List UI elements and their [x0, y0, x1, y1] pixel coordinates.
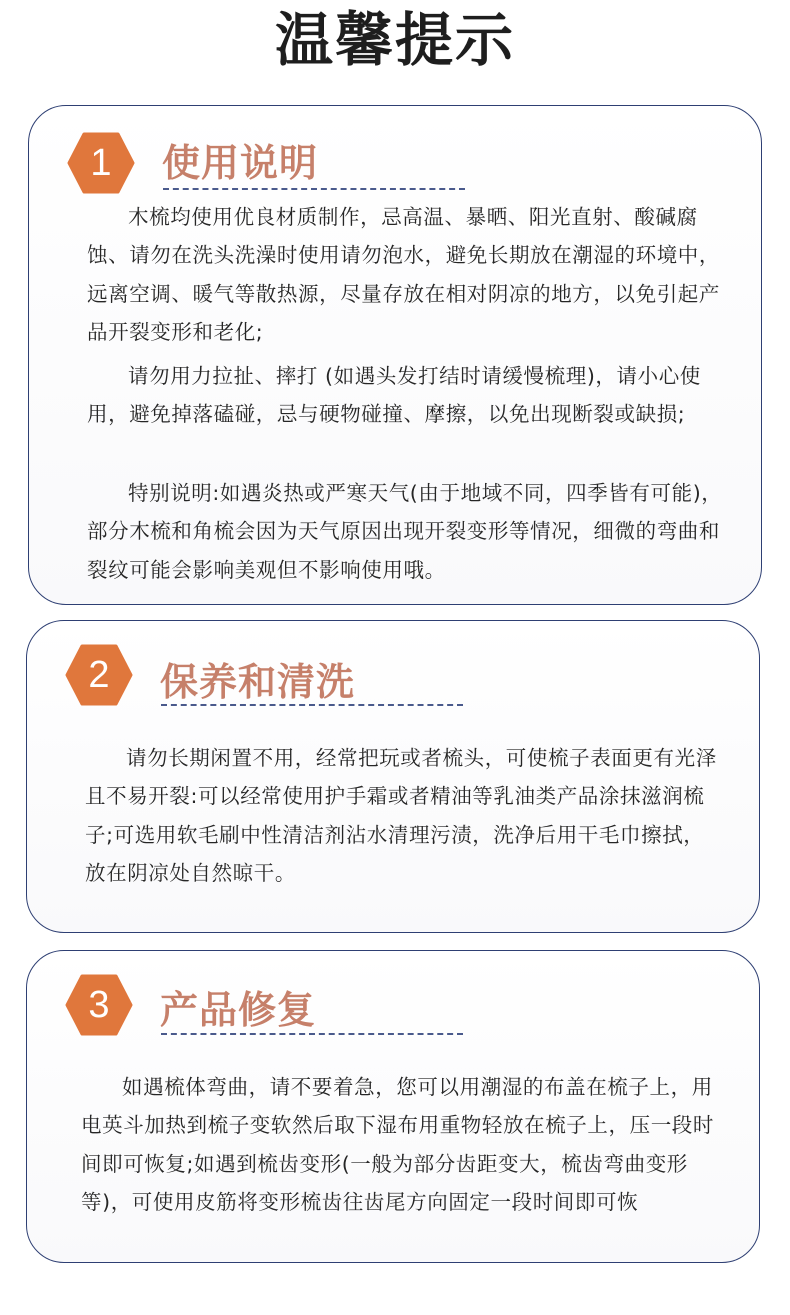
care-and-cleaning-card — [26, 620, 760, 933]
section-number-badge — [65, 974, 133, 1036]
paragraph: 请勿用力拉扯、摔打 (如遇头发打结时请缓慢梳理)，请小心使用，避免掉落磕碰，忌与硬物碰撞、摩擦，以免出现断裂或缺损; — [87, 364, 701, 427]
title-underline — [161, 704, 463, 706]
title-underline — [161, 1033, 463, 1035]
section-title: 产品修复 — [160, 988, 317, 1032]
section-title: 使用说明 — [162, 141, 319, 185]
title-underline — [163, 188, 465, 190]
section-number-badge — [65, 644, 133, 706]
page-title: 温馨提示 — [274, 6, 515, 74]
paragraph: 木梳均使用优良材质制作，忌高温、暴晒、阳光直射、酸碱腐蚀、请勿在洗头洗澡时使用请勿泡水，避免长期放在潮湿的环境中，远离空调、暖气等散热源，尽量存放在相对阴凉的地方，以免引起产品开裂变形和老化; — [87, 205, 720, 345]
paragraph: 请勿长期闲置不用，经常把玩或者梳头，可使梳子表面更有光泽且不易开裂:可以经常使用护手霜或者精油等乳油类产品涂抹滋润梳子;可选用软毛刷中性清洁剂沾水清理污渍，洗净后用干毛巾擦拭，放在阴凉处自然晾干。 — [85, 746, 717, 886]
section-number: 1 — [90, 142, 112, 184]
paragraph: 特别说明:如遇炎热或严寒天气(由于地域不同，四季皆有可能)，部分木梳和角梳会因为天气原因出现开裂变形等情况，细微的弯曲和裂纹可能会影响美观但不影响使用哦。 — [87, 481, 723, 582]
product-repair-card — [26, 950, 760, 1263]
usage-instructions-card — [28, 105, 762, 605]
section-title: 保养和清洗 — [160, 660, 356, 704]
section-number: 3 — [88, 984, 110, 1026]
section-number-badge — [67, 132, 135, 194]
section-number: 2 — [88, 654, 110, 696]
paragraph: 如遇梳体弯曲，请不要着急，您可以用潮湿的布盖在梳子上，用电英斗加热到梳子变软然后取下湿布用重物轻放在梳子上，压一段时间即可恢复;如遇到梳齿变形(一般为部分齿距变大，梳齿弯曲变形等)，可使用皮筋将变形梳齿往齿尾方向固定一段时间即可恢 — [81, 1075, 714, 1215]
